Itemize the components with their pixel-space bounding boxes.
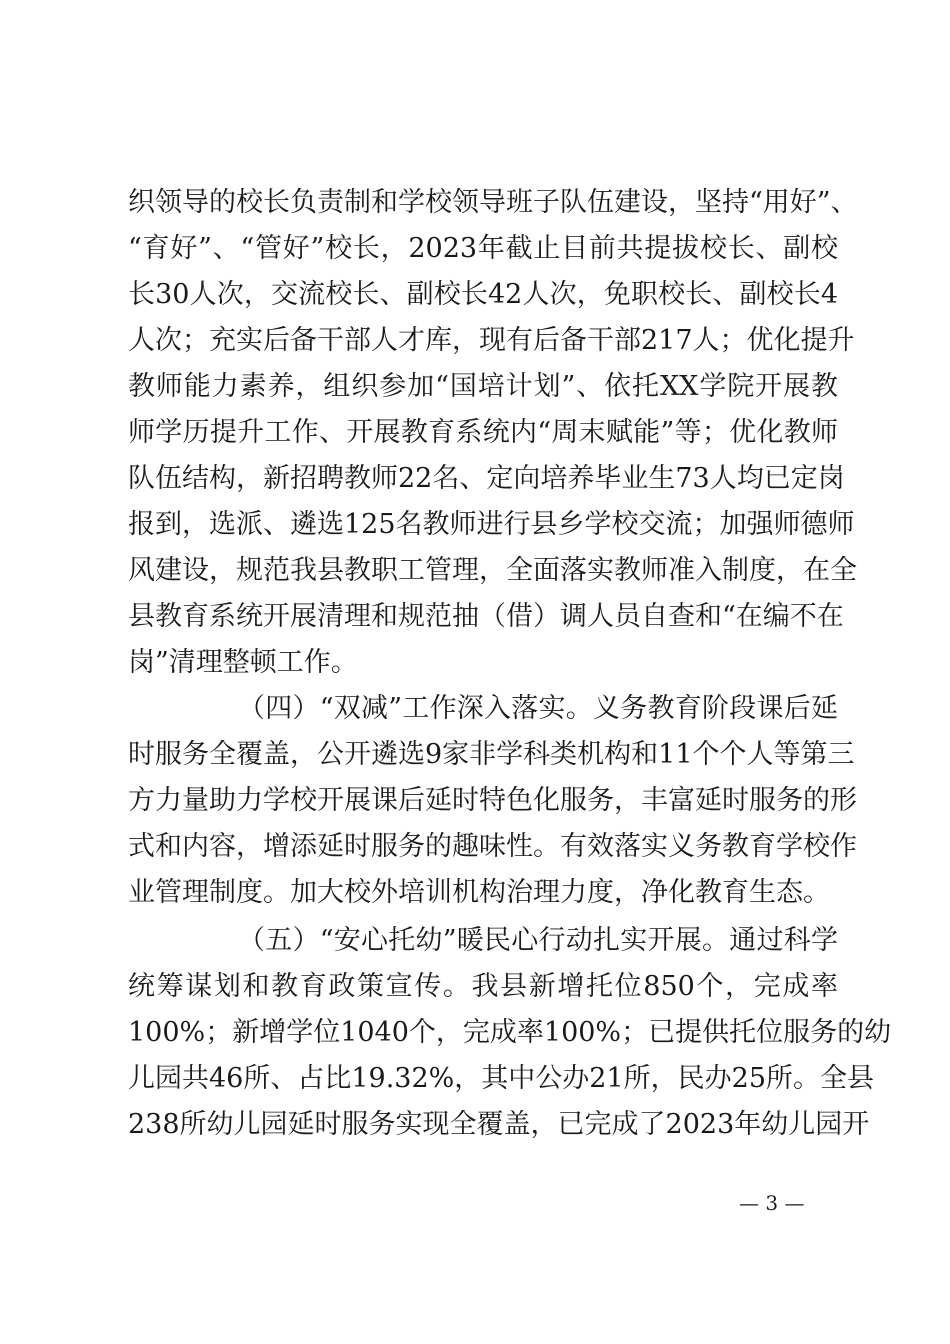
text-line: 统筹谋划和教育政策宣传。我县新增托位850个，完成率 — [128, 971, 838, 1002]
text-line: 式和内容，增添延时服务的趣味性。有效落实义务教育学校作 — [128, 831, 857, 862]
paragraph-teacher-team — [128, 180, 858, 686]
text-line: 238所幼儿园延时服务实现全覆盖，已完成了2023年幼儿园开 — [128, 1109, 870, 1140]
section-first-line — [128, 918, 838, 964]
text-line: 儿园共46所、占比19.32%，其中公办21所，民办25所。全县 — [128, 1063, 875, 1094]
section-heading: （五）“安心托幼”暖民心行动扎实开展。 — [238, 925, 730, 956]
text-line: 队伍结构，新招聘教师22名、定向培养毕业生73人均已定岗 — [128, 463, 845, 494]
text-line: “育好”、“管好”校长，2023年截止目前共提拔校长、副校 — [128, 233, 838, 264]
text-line: 师学历提升工作、开展教育系统内“周末赋能”等；优化教师 — [128, 417, 838, 448]
text-line: 风建设，规范我县教职工管理，全面落实教师准入制度，在全 — [128, 555, 857, 586]
section-first-line — [128, 686, 838, 732]
section-text: 通过科学 — [729, 925, 839, 956]
text-line: 岗”清理整顿工作。 — [128, 647, 358, 678]
text-line: 方力量助力学校开展课后延时特色化服务，丰富延时服务的形 — [128, 785, 857, 816]
text-line: 教师能力素养，组织参加“国培计划”、依托XX学院开展教 — [128, 371, 838, 402]
paragraph-childcare — [128, 918, 892, 1148]
text-line: 县教育系统开展清理和规范抽（借）调人员自查和“在编不在 — [128, 601, 844, 632]
section-text: 义务教育阶段课后延 — [593, 693, 839, 724]
text-line: 报到，选派、遴选125名教师进行县乡学校交流；加强师德师 — [128, 509, 855, 540]
section-heading: （四）“双减”工作深入落实。 — [238, 693, 594, 724]
text-line: 100%；新增学位1040个，完成率100%；已提供托位服务的幼 — [128, 1017, 892, 1048]
text-line: 时服务全覆盖，公开遴选9家非学科类机构和11个个人等第三 — [128, 739, 855, 770]
text-line: 人次；充实后备干部人才库，现有后备干部217人；优化提升 — [128, 325, 855, 356]
text-line: 长30人次，交流校长、副校长42人次，免职校长、副校长4 — [128, 279, 838, 310]
text-line: 业管理制度。加大校外培训机构治理力度，净化教育生态。 — [128, 877, 830, 908]
text-line: 织领导的校长负责制和学校领导班子队伍建设，坚持“用好”、 — [128, 187, 858, 218]
paragraph-double-reduction — [128, 686, 857, 916]
page-number: — 3 — — [739, 1191, 805, 1215]
